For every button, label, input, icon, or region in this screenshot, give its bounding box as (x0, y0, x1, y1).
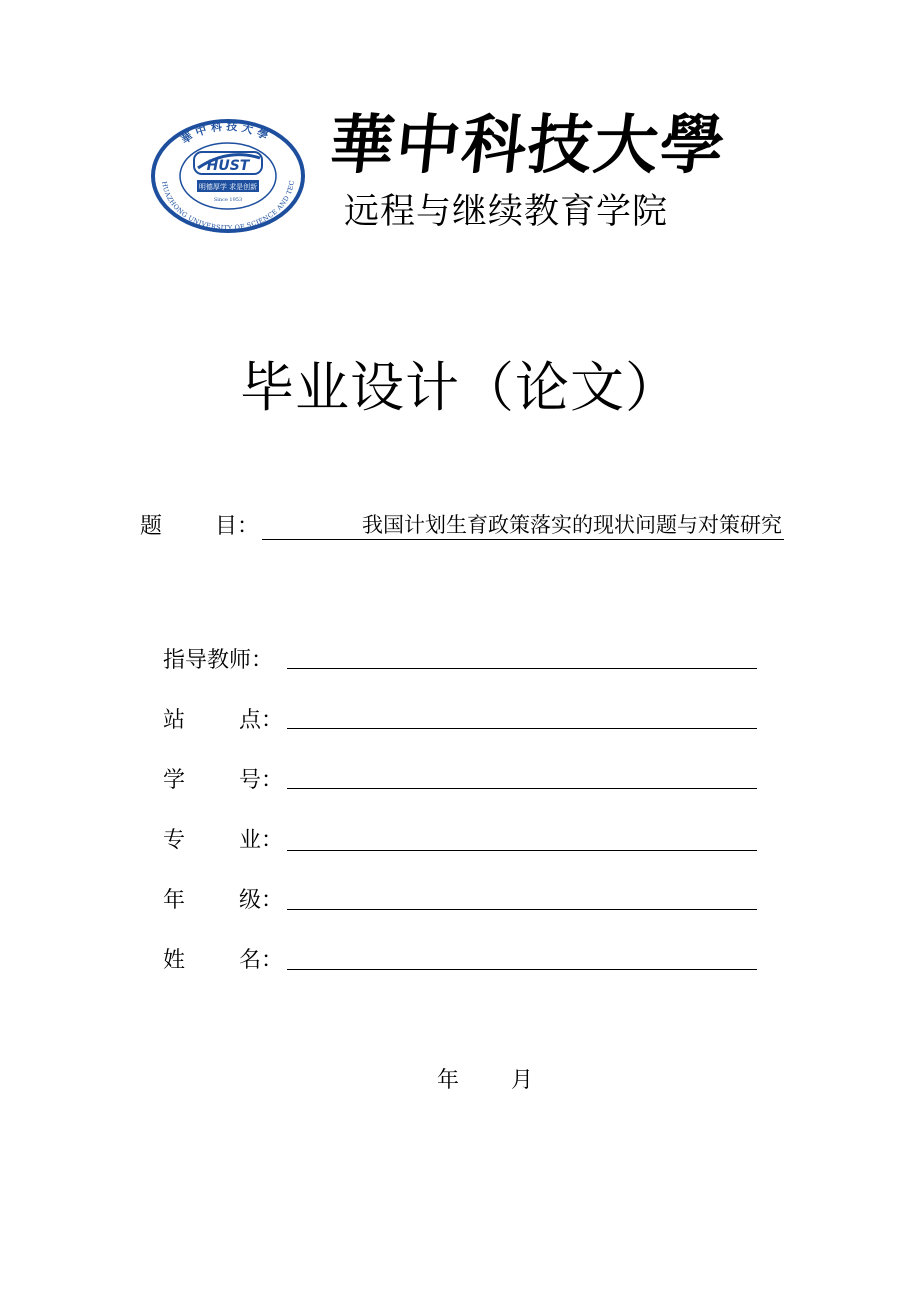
topic-label-char-1: 题 (140, 514, 163, 539)
major-field[interactable] (287, 850, 757, 851)
date-year-label: 年 (437, 1068, 460, 1093)
topic-label-char-2: 目： (215, 514, 260, 539)
site-label-char-2: 点： (239, 708, 284, 733)
site-label-char-1: 站 (163, 708, 186, 733)
seal-emblem-text: HUST (206, 158, 250, 174)
university-seal-icon (150, 118, 306, 234)
date-month-label: 月 (511, 1068, 534, 1093)
seal-founded: Since 1953 (213, 197, 243, 203)
seal-name-en: HUAZHONG UNIVERSITY OF SCIENCE AND TEC (160, 179, 296, 233)
student-id-label-char-1: 学 (163, 768, 186, 793)
student-id-label-char-2: 号： (239, 768, 284, 793)
name-field[interactable] (287, 969, 757, 970)
major-label-char-1: 专 (163, 828, 186, 853)
advisor-field[interactable] (287, 668, 757, 669)
advisor-label-text: 指导教师： (163, 648, 274, 673)
name-label-char-2: 名： (239, 948, 284, 973)
major-label-char-2: 业： (239, 828, 284, 853)
college-name: 远程与继续教育学院 (344, 192, 669, 232)
seal-name-cn: 華中科技大學 (178, 119, 274, 147)
student-id-field[interactable] (287, 788, 757, 789)
grade-field[interactable] (287, 909, 757, 910)
grade-label-char-2: 级： (239, 888, 284, 913)
seal-motto: 明德厚学 求是创新 (198, 183, 258, 191)
grade-label (163, 886, 287, 916)
document-title: 毕业设计（论文） (240, 356, 680, 419)
advisor-label (163, 646, 287, 676)
name-label-char-1: 姓 (163, 948, 186, 973)
grade-label-char-1: 年 (163, 888, 186, 913)
student-id-label (163, 766, 287, 796)
major-label (163, 826, 287, 856)
site-field[interactable] (287, 728, 757, 729)
site-label (163, 706, 287, 736)
topic-value-field[interactable]: 我国计划生育政策落实的现状问题与对策研究 (262, 510, 784, 540)
name-label (163, 946, 287, 976)
university-name: 華中科技大學 (326, 108, 730, 183)
